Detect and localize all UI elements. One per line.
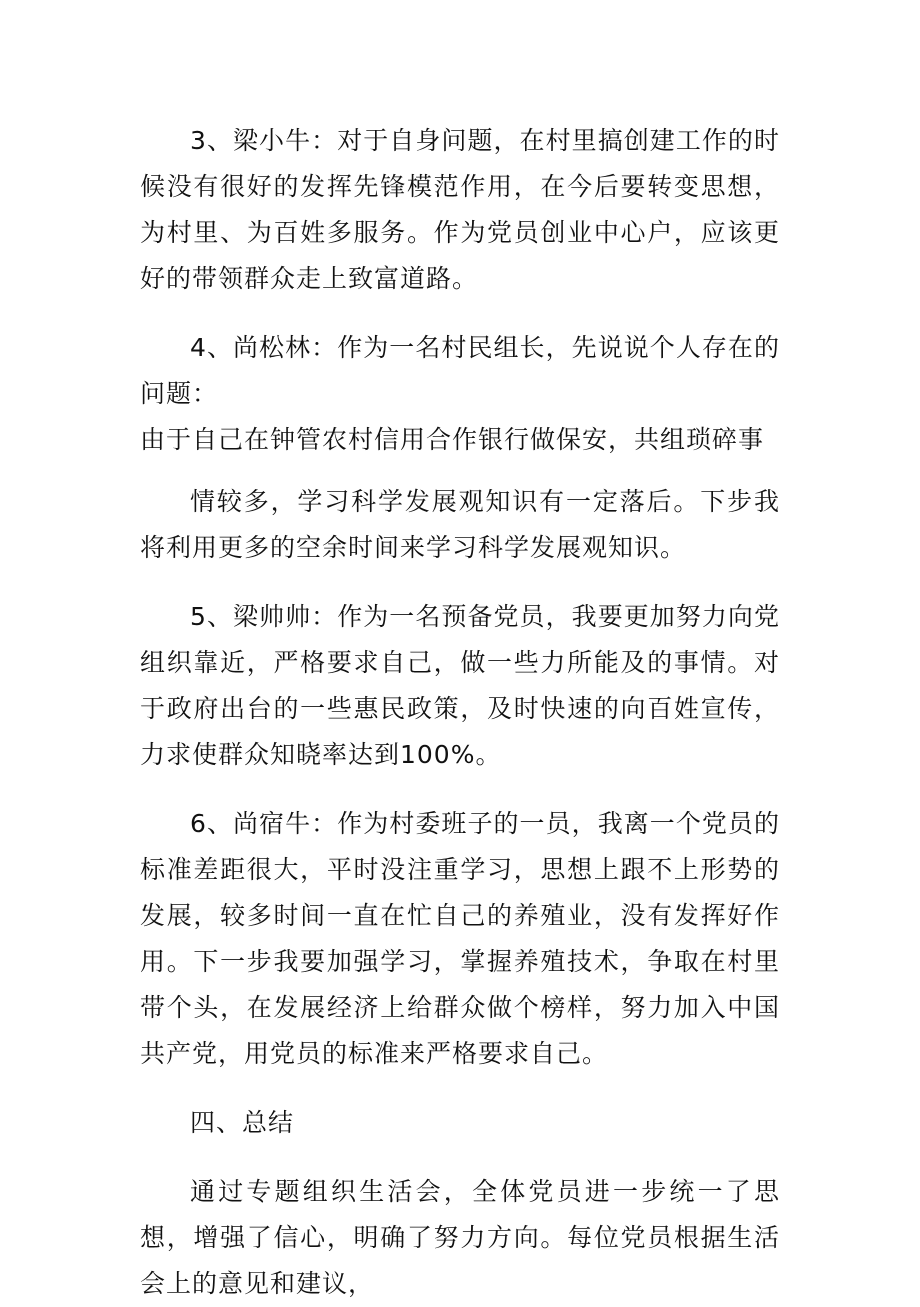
paragraph-shang-songlin-continued: 情较多，学习科学发展观知识有一定落后。下步我将利用更多的空余时间来学习科学发展观知识。 [140, 487, 780, 562]
paragraph-liang-xiaoniu: 3、梁小牛：对于自身问题，在村里搞创建工作的时候没有很好的发挥先锋模范作用，在今后要转变思想，为村里、为百姓多服务。作为党员创业中心户，应该更好的带领群众走上致富道路。 [140, 126, 780, 293]
section-heading-summary: 四、总结 [190, 1108, 295, 1137]
paragraph-shang-songlin-intro: 4、尚松林：作为一名村民组长，先说说个人存在的问题： [140, 333, 780, 408]
paragraph-summary: 通过专题组织生活会，全体党员进一步统一了思想，增强了信心，明确了努力方向。每位党员根据生活会上的意见和建议， [140, 1177, 780, 1298]
paragraph-liang-shuaishuai: 5、梁帅帅：作为一名预备党员，我要更加努力向党组织靠近，严格要求自己，做一些力所能及的事情。对于政府出台的一些惠民政策，及时快速的向百姓宣传，力求使群众知晓率达到100%。 [140, 602, 780, 769]
paragraph-shang-songlin-line2: 由于自己在钟管农村信用合作银行做保安，共组琐碎事 [140, 425, 765, 454]
paragraph-shang-suniu: 6、尚宿牛：作为村委班子的一员，我离一个党员的标准差距很大，平时没注重学习，思想上跟不上形势的发展，较多时间一直在忙自己的养殖业，没有发挥好作用。下一步我要加强学习，掌握养殖技术，争取在村里带个头，在发展经济上给群众做个榜样，努力加入中国共产党，用党员的标准来严格要求自己。 [140, 809, 780, 1068]
